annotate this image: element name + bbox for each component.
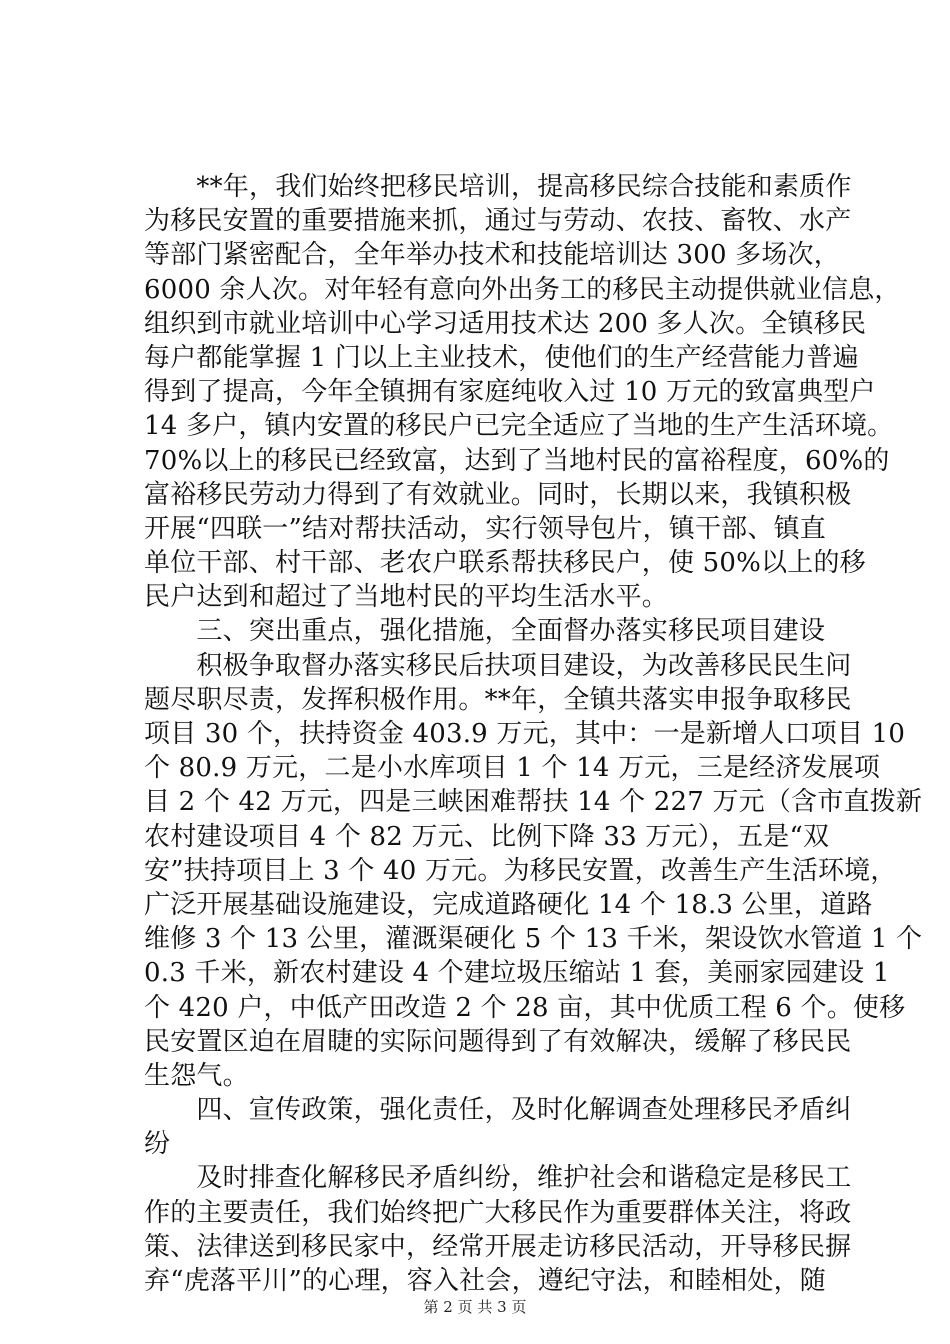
- text-line: 安”扶持项目上 3 个 40 万元。为移民安置，改善生产生活环境，: [144, 855, 897, 886]
- text-line: 广泛开展基础设施建设，完成道路硬化 14 个 18.3 公里，道路: [144, 889, 873, 920]
- text-line: 单位干部、村干部、老农户联系帮扶移民户，使 50%以上的移: [144, 548, 866, 579]
- text-line: 目 2 个 42 万元，四是三峡困难帮扶 14 个 227 万元（含市直拨新: [144, 787, 923, 818]
- text-line: 题尽职尽责，发挥积极作用。**年，全镇共落实申报争取移民: [144, 684, 852, 715]
- text-line: 为移民安置的重要措施来抓，通过与劳动、农技、畜牧、水产: [144, 206, 852, 237]
- body-text: [144, 170, 923, 1298]
- page-footer: [0, 1296, 950, 1317]
- text-line: 得到了提高，今年全镇拥有家庭纯收入过 10 万元的致富典型户: [144, 377, 876, 408]
- text-line: 70%以上的移民已经致富，达到了当地村民的富裕程度，60%的: [144, 445, 890, 476]
- text-line: 弃“虎落平川”的心理，容入社会，遵纪守法，和睦相处，随: [144, 1266, 826, 1296]
- text-line: 14 多户，镇内安置的移民户已完全适应了当地的生产生活环境。: [144, 411, 894, 442]
- text-line: 个 80.9 万元，二是小水库项目 1 个 14 万元，三是经济发展项: [144, 753, 881, 784]
- text-line: 等部门紧密配合，全年举办技术和技能培训达 300 多场次，: [144, 240, 840, 271]
- text-line: 0.3 千米，新农村建设 4 个建垃圾压缩站 1 套，美丽家园建设 1: [144, 958, 890, 989]
- section-heading: 三、突出重点，强化措施，全面督办落实移民项目建设: [144, 616, 826, 647]
- text-line: 作的主要责任，我们始终把广大移民作为重要群体关注，将政: [144, 1197, 852, 1228]
- text-line: 民户达到和超过了当地村民的平均生活水平。: [144, 582, 669, 613]
- section-heading: 四、宣传政策，强化责任，及时化解调查处理移民矛盾纠: [144, 1095, 852, 1126]
- text-line: 积极争取督办落实移民后扶项目建设，为改善移民民生问: [144, 650, 852, 681]
- text-line: 6000 余人次。对年轻有意向外出务工的移民主动提供就业信息，: [144, 274, 901, 305]
- text-line: 生怨气。: [144, 1060, 249, 1091]
- text-line: 及时排查化解移民矛盾纠纷，维护社会和谐稳定是移民工: [144, 1163, 852, 1194]
- text-line: 每户都能掌握 1 门以上主业技术，使他们的生产经营能力普遍: [144, 342, 859, 373]
- text-line: 维修 3 个 13 公里，灌溉渠硬化 5 个 13 千米，架设饮水管道 1 个: [144, 924, 923, 955]
- text-line: 农村建设项目 4 个 82 万元、比例下降 33 万元），五是“双: [144, 821, 830, 852]
- text-line: 民安置区迫在眉睫的实际问题得到了有效解决，缓解了移民民: [144, 1026, 852, 1057]
- text-line: 开展“四联一”结对帮扶活动，实行领导包片，镇干部、镇直: [144, 513, 826, 544]
- text-line: 项目 30 个，扶持资金 403.9 万元，其中：一是新增人口项目 10: [144, 719, 906, 749]
- text-line: 富裕移民劳动力得到了有效就业。同时，长期以来，我镇积极: [144, 479, 852, 510]
- text-line: 策、法律送到移民家中，经常开展走访移民活动，开导移民摒: [144, 1231, 852, 1262]
- text-line: **年，我们始终把移民培训，提高移民综合技能和素质作: [144, 172, 852, 202]
- text-line: 组织到市就业培训中心学习适用技术达 200 多人次。全镇移民: [144, 308, 867, 339]
- section-heading: 纷: [144, 1129, 171, 1160]
- page-number: 第 2 页 共 3 页: [423, 1298, 527, 1316]
- text-line: 个 420 户，中低产田改造 2 个 28 亩，其中优质工程 6 个。使移: [144, 992, 906, 1023]
